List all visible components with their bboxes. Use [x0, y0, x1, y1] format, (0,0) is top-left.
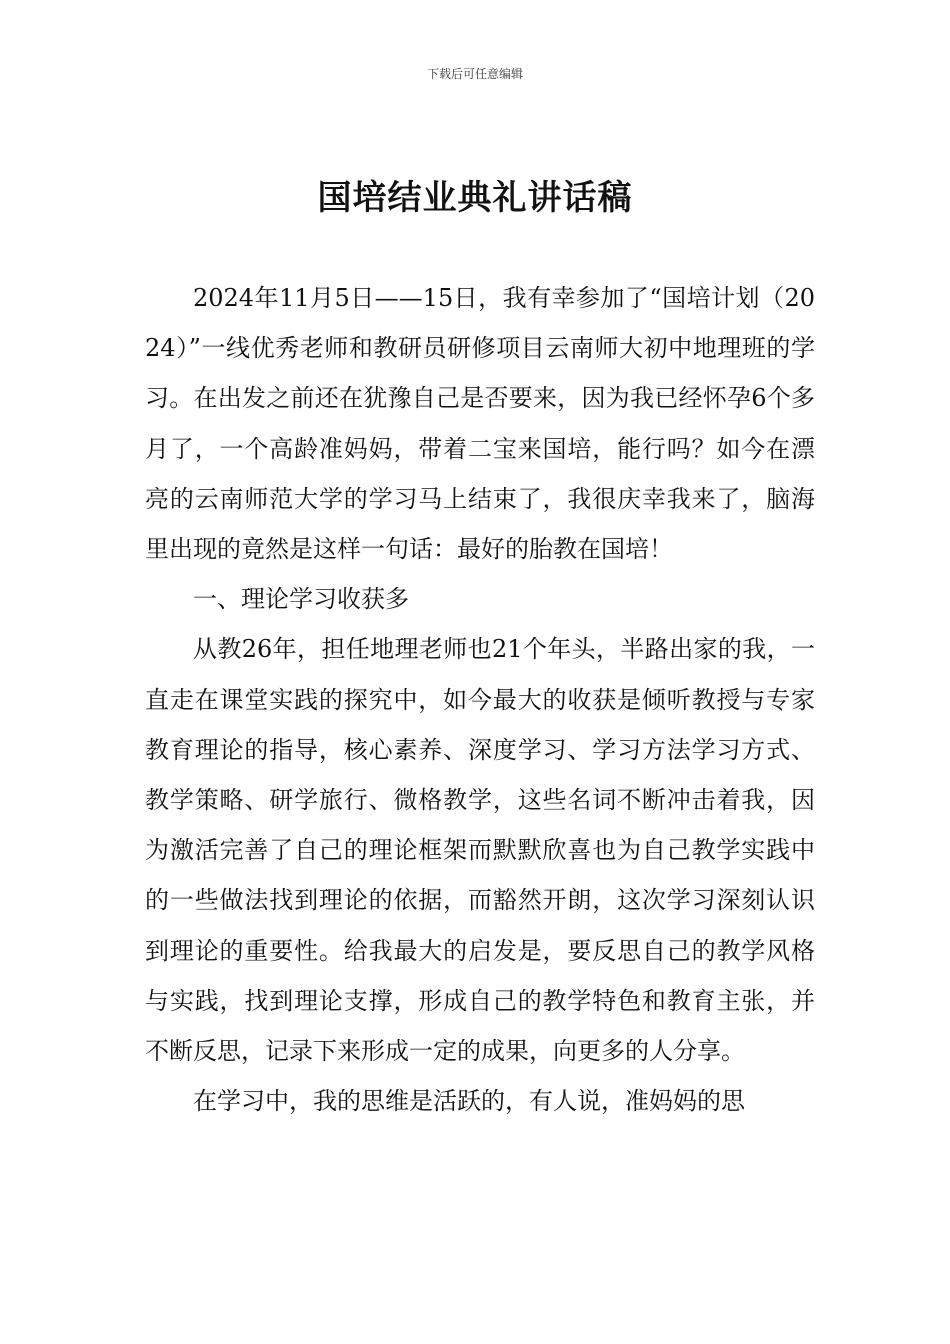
paragraph-theory: 从教26年，担任地理老师也21个年头，半路出家的我，一直走在课堂实践的探究中，如今最大的收获是倾听教授与专家教育理论的指导，核心素养、深度学习、学习方法学习方式、教学策略、研学旅行、微格教学，这些名词不断冲击着我，因为激活完善了自己的理论框架而默默欣喜也为自己教学实践中的一些做法找到理论的依据，而豁然开朗，这次学习深刻认识到理论的重要性。给我最大的启发是，要反思自己的教学风格与实践，找到理论支撑，形成自己的教学特色和教育主张，并不断反思，记录下来形成一定的成果，向更多的人分享。	[145, 635, 815, 1066]
document-body	[145, 273, 815, 1126]
section-heading-theory: 一、理论学习收获多	[193, 585, 409, 614]
paragraph-thinking: 在学习中，我的思维是活跃的，有人说，准妈妈的思	[193, 1087, 745, 1116]
document-title: 国培结业典礼讲话稿	[317, 178, 633, 218]
paragraph-intro: 2024年11月5日——15日，我有幸参加了“国培计划（2024）”一线优秀老师和教研员研修项目云南师大初中地理班的学习。在出发之前还在犹豫自己是否要来，因为我已经怀孕6个多月了，一个高龄准妈妈，带着二宝来国培，能行吗？如今在漂亮的云南师范大学的学习马上结束了，我很庆幸我来了，脑海里出现的竟然是这样一句话：最好的胎教在国培！	[145, 284, 815, 564]
header-note: 下载后可任意编辑	[426, 67, 523, 81]
